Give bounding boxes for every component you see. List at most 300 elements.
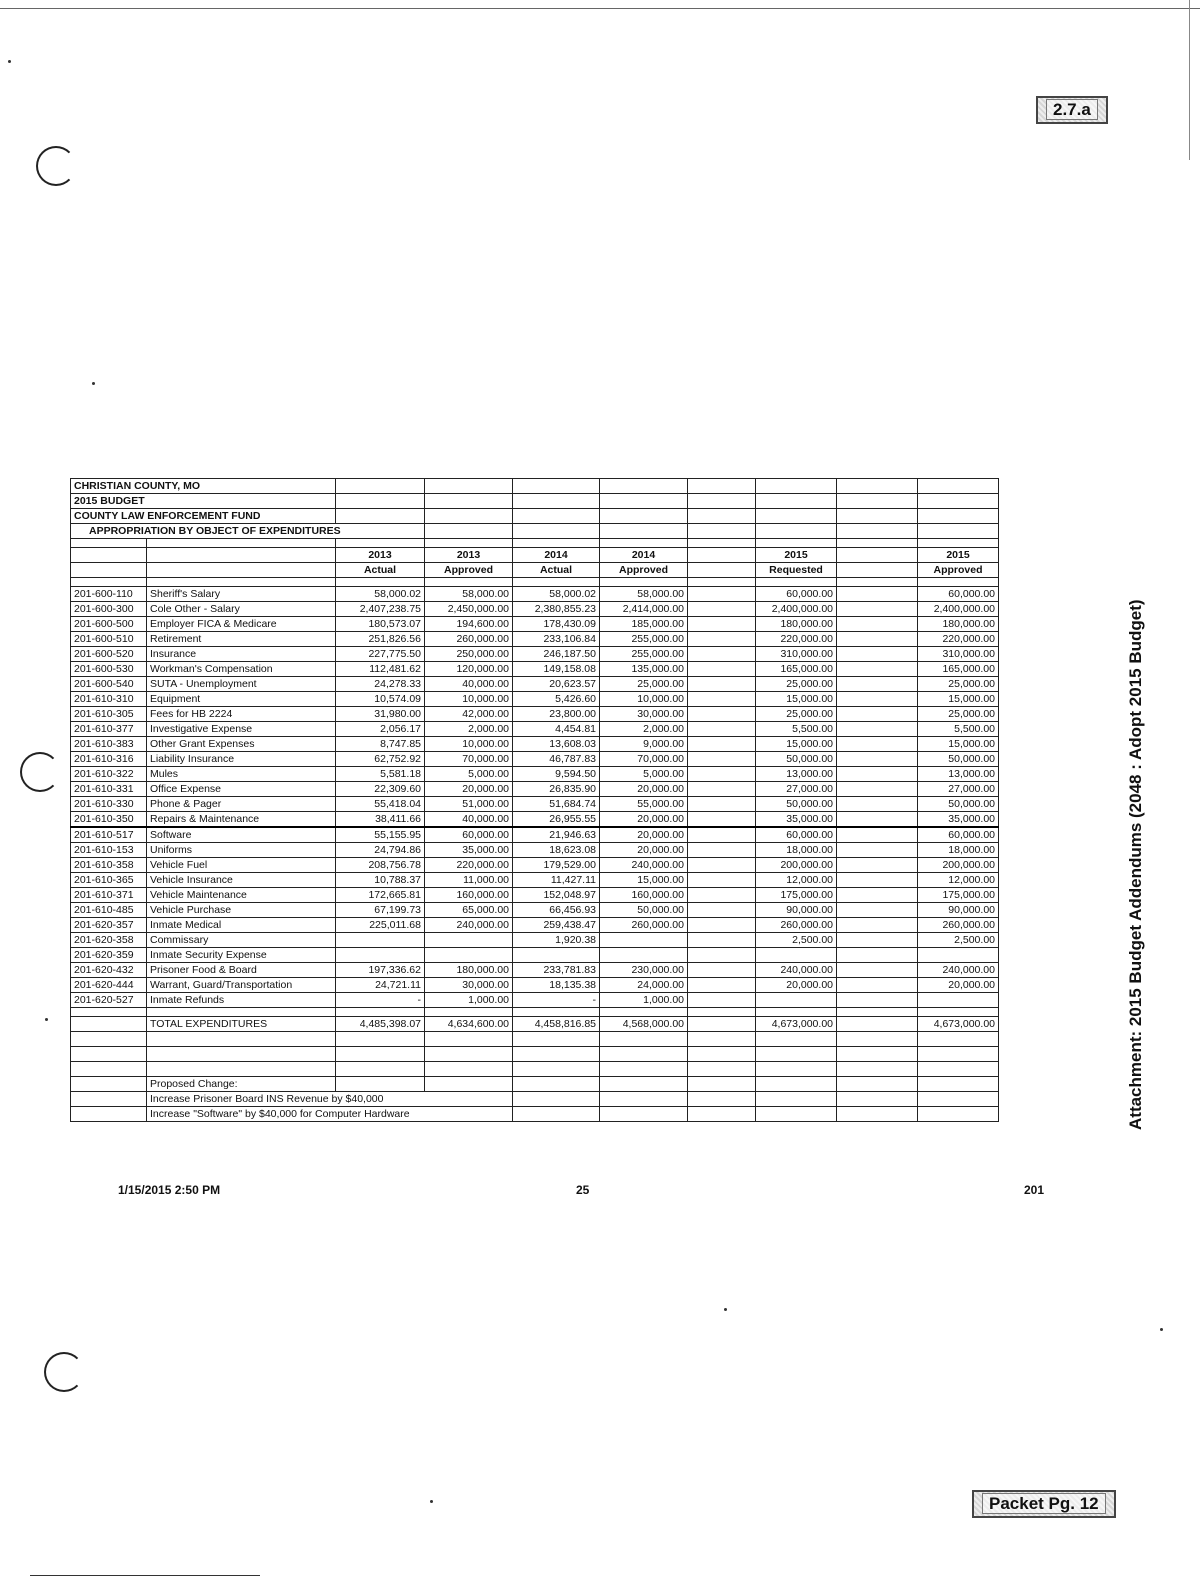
table-row bbox=[71, 662, 999, 677]
amount-2014-actual: 20,623.57 bbox=[513, 677, 600, 692]
account-code: 201-610-331 bbox=[71, 782, 147, 797]
amount-2013-approved: 70,000.00 bbox=[425, 752, 513, 767]
total-2014-actual: 4,458,816.85 bbox=[513, 1017, 600, 1032]
amount-2013-actual: 24,278.33 bbox=[336, 677, 425, 692]
amount-2013-approved: 42,000.00 bbox=[425, 707, 513, 722]
table-row bbox=[71, 692, 999, 707]
account-code: 201-620-357 bbox=[71, 918, 147, 933]
amount-2015-approved: 50,000.00 bbox=[918, 797, 999, 812]
table-row bbox=[71, 873, 999, 888]
table-row bbox=[71, 933, 999, 948]
amount-2014-approved: 9,000.00 bbox=[600, 737, 688, 752]
col-year-2013-actual: 2013 bbox=[336, 548, 425, 563]
amount-2015-approved: 12,000.00 bbox=[918, 873, 999, 888]
table-row bbox=[71, 737, 999, 752]
amount-2014-actual: - bbox=[513, 993, 600, 1008]
amount-2013-approved: 35,000.00 bbox=[425, 843, 513, 858]
amount-2015-approved bbox=[918, 993, 999, 1008]
account-code: 201-600-540 bbox=[71, 677, 147, 692]
table-row bbox=[71, 858, 999, 873]
amount-2015-approved: 2,500.00 bbox=[918, 933, 999, 948]
amount-2013-approved: 5,000.00 bbox=[425, 767, 513, 782]
account-description: Warrant, Guard/Transportation bbox=[147, 978, 336, 993]
amount-2015-requested: 5,500.00 bbox=[756, 722, 837, 737]
amount-2013-actual: 24,721.11 bbox=[336, 978, 425, 993]
amount-2015-requested: 2,500.00 bbox=[756, 933, 837, 948]
amount-2013-actual bbox=[336, 948, 425, 963]
amount-2013-actual: 8,747.85 bbox=[336, 737, 425, 752]
amount-2014-approved bbox=[600, 933, 688, 948]
account-code: 201-610-383 bbox=[71, 737, 147, 752]
account-code: 201-610-330 bbox=[71, 797, 147, 812]
account-code: 201-620-444 bbox=[71, 978, 147, 993]
amount-2014-approved: 50,000.00 bbox=[600, 903, 688, 918]
punch-hole-top bbox=[36, 146, 76, 186]
amount-2015-requested: 180,000.00 bbox=[756, 617, 837, 632]
amount-2014-actual: 13,608.03 bbox=[513, 737, 600, 752]
account-description: Software bbox=[147, 827, 336, 843]
amount-2013-actual: 24,794.86 bbox=[336, 843, 425, 858]
amount-2015-approved: 15,000.00 bbox=[918, 737, 999, 752]
amount-2014-actual: 5,426.60 bbox=[513, 692, 600, 707]
amount-2015-requested: 240,000.00 bbox=[756, 963, 837, 978]
amount-2015-requested: 90,000.00 bbox=[756, 903, 837, 918]
amount-2014-approved: 25,000.00 bbox=[600, 677, 688, 692]
table-row bbox=[71, 647, 999, 662]
amount-2015-requested: 50,000.00 bbox=[756, 797, 837, 812]
col-label-approved: Approved bbox=[425, 563, 513, 578]
amount-2015-requested: 12,000.00 bbox=[756, 873, 837, 888]
amount-2014-approved: 30,000.00 bbox=[600, 707, 688, 722]
scan-speck bbox=[8, 60, 11, 63]
amount-2013-approved: 194,600.00 bbox=[425, 617, 513, 632]
account-description: Inmate Security Expense bbox=[147, 948, 336, 963]
account-description: Uniforms bbox=[147, 843, 336, 858]
account-code: 201-620-358 bbox=[71, 933, 147, 948]
amount-2014-approved: 5,000.00 bbox=[600, 767, 688, 782]
table-row bbox=[71, 797, 999, 812]
amount-2015-requested: 260,000.00 bbox=[756, 918, 837, 933]
table-row bbox=[71, 722, 999, 737]
total-row bbox=[71, 1017, 999, 1032]
scan-speck bbox=[1160, 1328, 1163, 1331]
amount-2013-approved: 51,000.00 bbox=[425, 797, 513, 812]
amount-2014-actual: 26,955.55 bbox=[513, 812, 600, 828]
account-description: Mules bbox=[147, 767, 336, 782]
amount-2014-actual bbox=[513, 948, 600, 963]
punch-hole-bottom bbox=[44, 1352, 84, 1392]
amount-2014-approved: 2,000.00 bbox=[600, 722, 688, 737]
amount-2015-approved: 260,000.00 bbox=[918, 918, 999, 933]
amount-2015-approved: 50,000.00 bbox=[918, 752, 999, 767]
amount-2014-approved: 24,000.00 bbox=[600, 978, 688, 993]
proposed-change-heading: Proposed Change: bbox=[147, 1077, 336, 1092]
county-title: CHRISTIAN COUNTY, MO bbox=[71, 479, 336, 494]
amount-2015-approved: 13,000.00 bbox=[918, 767, 999, 782]
amount-2014-approved: 255,000.00 bbox=[600, 647, 688, 662]
account-description: SUTA - Unemployment bbox=[147, 677, 336, 692]
amount-2014-approved bbox=[600, 948, 688, 963]
account-description: Investigative Expense bbox=[147, 722, 336, 737]
amount-2013-approved: 60,000.00 bbox=[425, 827, 513, 843]
account-description: Retirement bbox=[147, 632, 336, 647]
amount-2014-actual: 179,529.00 bbox=[513, 858, 600, 873]
notes-heading-row bbox=[71, 1077, 999, 1092]
account-description: Inmate Refunds bbox=[147, 993, 336, 1008]
table-row bbox=[71, 632, 999, 647]
table-row bbox=[71, 948, 999, 963]
footer-fund-number: 201 bbox=[1024, 1183, 1045, 1197]
amount-2015-requested: 35,000.00 bbox=[756, 812, 837, 828]
account-code: 201-610-517 bbox=[71, 827, 147, 843]
amount-2015-approved: 2,400,000.00 bbox=[918, 602, 999, 617]
amount-2013-actual: 5,581.18 bbox=[336, 767, 425, 782]
table-row bbox=[71, 602, 999, 617]
amount-2015-requested bbox=[756, 948, 837, 963]
account-code: 201-610-365 bbox=[71, 873, 147, 888]
amount-2015-requested: 25,000.00 bbox=[756, 707, 837, 722]
col-year-2014-approved: 2014 bbox=[600, 548, 688, 563]
amount-2015-approved: 15,000.00 bbox=[918, 692, 999, 707]
account-description: Other Grant Expenses bbox=[147, 737, 336, 752]
amount-2013-approved: 220,000.00 bbox=[425, 858, 513, 873]
amount-2014-approved: 55,000.00 bbox=[600, 797, 688, 812]
amount-2014-approved: 15,000.00 bbox=[600, 873, 688, 888]
amount-2014-approved: 20,000.00 bbox=[600, 812, 688, 828]
amount-2013-approved: 40,000.00 bbox=[425, 812, 513, 828]
amount-2013-actual: - bbox=[336, 993, 425, 1008]
amount-2015-requested: 165,000.00 bbox=[756, 662, 837, 677]
header-row-section bbox=[71, 524, 999, 539]
scan-speck bbox=[724, 1308, 727, 1311]
total-2013-approved: 4,634,600.00 bbox=[425, 1017, 513, 1032]
amount-2015-requested: 175,000.00 bbox=[756, 888, 837, 903]
amount-2013-approved: 240,000.00 bbox=[425, 918, 513, 933]
account-description: Fees for HB 2224 bbox=[147, 707, 336, 722]
amount-2014-approved: 20,000.00 bbox=[600, 843, 688, 858]
amount-2014-actual: 246,187.50 bbox=[513, 647, 600, 662]
header-row-fund bbox=[71, 509, 999, 524]
account-description: Commissary bbox=[147, 933, 336, 948]
amount-2013-actual: 62,752.92 bbox=[336, 752, 425, 767]
table-row bbox=[71, 782, 999, 797]
amount-2015-requested: 13,000.00 bbox=[756, 767, 837, 782]
footer-page-number: 25 bbox=[576, 1183, 590, 1197]
col-year-2015-approved: 2015 bbox=[918, 548, 999, 563]
attachment-side-label: Attachment: 2015 Budget Addendums (2048 : Adopt 2015 Budget) bbox=[1126, 599, 1145, 1130]
amount-2013-approved: 160,000.00 bbox=[425, 888, 513, 903]
notes-line-2-row bbox=[71, 1107, 999, 1122]
amount-2015-approved bbox=[918, 948, 999, 963]
account-code: 201-610-350 bbox=[71, 812, 147, 828]
account-code: 201-600-510 bbox=[71, 632, 147, 647]
amount-2013-actual: 251,826.56 bbox=[336, 632, 425, 647]
account-code: 201-620-432 bbox=[71, 963, 147, 978]
amount-2013-approved: 65,000.00 bbox=[425, 903, 513, 918]
amount-2013-approved bbox=[425, 933, 513, 948]
col-year-2013-approved: 2013 bbox=[425, 548, 513, 563]
amount-2013-actual: 31,980.00 bbox=[336, 707, 425, 722]
amount-2014-approved: 255,000.00 bbox=[600, 632, 688, 647]
amount-2013-approved: 11,000.00 bbox=[425, 873, 513, 888]
amount-2013-approved: 260,000.00 bbox=[425, 632, 513, 647]
table-row bbox=[71, 812, 999, 828]
account-description: Repairs & Maintenance bbox=[147, 812, 336, 828]
table-row bbox=[71, 843, 999, 858]
amount-2014-actual: 149,158.08 bbox=[513, 662, 600, 677]
amount-2013-actual: 38,411.66 bbox=[336, 812, 425, 828]
amount-2015-approved: 20,000.00 bbox=[918, 978, 999, 993]
amount-2013-actual: 10,788.37 bbox=[336, 873, 425, 888]
amount-2013-actual: 197,336.62 bbox=[336, 963, 425, 978]
amount-2013-actual: 172,665.81 bbox=[336, 888, 425, 903]
table-row bbox=[71, 827, 999, 843]
total-2014-approved: 4,568,000.00 bbox=[600, 1017, 688, 1032]
amount-2013-actual: 67,199.73 bbox=[336, 903, 425, 918]
amount-2013-actual: 112,481.62 bbox=[336, 662, 425, 677]
account-code: 201-610-377 bbox=[71, 722, 147, 737]
amount-2013-approved: 1,000.00 bbox=[425, 993, 513, 1008]
account-description: Inmate Medical bbox=[147, 918, 336, 933]
amount-2013-approved: 40,000.00 bbox=[425, 677, 513, 692]
amount-2015-requested: 15,000.00 bbox=[756, 692, 837, 707]
account-code: 201-600-110 bbox=[71, 587, 147, 602]
amount-2015-requested bbox=[756, 993, 837, 1008]
amount-2015-approved: 25,000.00 bbox=[918, 677, 999, 692]
budget-title: 2015 BUDGET bbox=[71, 494, 336, 509]
amount-2014-approved: 160,000.00 bbox=[600, 888, 688, 903]
account-code: 201-620-527 bbox=[71, 993, 147, 1008]
account-description: Liability Insurance bbox=[147, 752, 336, 767]
table-row bbox=[71, 888, 999, 903]
account-description: Vehicle Fuel bbox=[147, 858, 336, 873]
account-code: 201-600-300 bbox=[71, 602, 147, 617]
amount-2013-actual: 2,407,238.75 bbox=[336, 602, 425, 617]
amount-2013-actual: 208,756.78 bbox=[336, 858, 425, 873]
amount-2013-approved: 20,000.00 bbox=[425, 782, 513, 797]
punch-hole-middle bbox=[20, 752, 60, 792]
amount-2015-requested: 15,000.00 bbox=[756, 737, 837, 752]
amount-2014-approved: 1,000.00 bbox=[600, 993, 688, 1008]
account-code: 201-600-500 bbox=[71, 617, 147, 632]
table-row bbox=[71, 978, 999, 993]
amount-2014-actual: 1,920.38 bbox=[513, 933, 600, 948]
amount-2013-approved: 180,000.00 bbox=[425, 963, 513, 978]
amount-2014-actual: 26,835.90 bbox=[513, 782, 600, 797]
total-label: TOTAL EXPENDITURES bbox=[147, 1017, 336, 1032]
amount-2015-requested: 25,000.00 bbox=[756, 677, 837, 692]
amount-2014-actual: 233,781.83 bbox=[513, 963, 600, 978]
amount-2015-approved: 18,000.00 bbox=[918, 843, 999, 858]
amount-2013-approved bbox=[425, 948, 513, 963]
amount-2013-approved: 58,000.00 bbox=[425, 587, 513, 602]
total-2013-actual: 4,485,398.07 bbox=[336, 1017, 425, 1032]
account-description: Phone & Pager bbox=[147, 797, 336, 812]
amount-2014-actual: 9,594.50 bbox=[513, 767, 600, 782]
amount-2014-approved: 20,000.00 bbox=[600, 827, 688, 843]
account-code: 201-610-358 bbox=[71, 858, 147, 873]
account-code: 201-610-485 bbox=[71, 903, 147, 918]
notes-line-1-row bbox=[71, 1092, 999, 1107]
account-description: Employer FICA & Medicare bbox=[147, 617, 336, 632]
budget-table bbox=[70, 478, 999, 1122]
scan-speck bbox=[45, 1018, 48, 1021]
col-label-actual: Actual bbox=[513, 563, 600, 578]
amount-2013-approved: 30,000.00 bbox=[425, 978, 513, 993]
amount-2014-approved: 135,000.00 bbox=[600, 662, 688, 677]
agenda-reference-label: 2.7.a bbox=[1046, 99, 1098, 120]
amount-2014-actual: 58,000.02 bbox=[513, 587, 600, 602]
amount-2014-approved: 240,000.00 bbox=[600, 858, 688, 873]
col-year-2014-actual: 2014 bbox=[513, 548, 600, 563]
amount-2014-actual: 66,456.93 bbox=[513, 903, 600, 918]
amount-2015-requested: 200,000.00 bbox=[756, 858, 837, 873]
amount-2015-approved: 200,000.00 bbox=[918, 858, 999, 873]
table-row bbox=[71, 903, 999, 918]
amount-2014-approved: 10,000.00 bbox=[600, 692, 688, 707]
account-description: Prisoner Food & Board bbox=[147, 963, 336, 978]
header-row-budget bbox=[71, 494, 999, 509]
account-code: 201-610-322 bbox=[71, 767, 147, 782]
amount-2014-actual: 51,684.74 bbox=[513, 797, 600, 812]
account-description: Vehicle Purchase bbox=[147, 903, 336, 918]
amount-2015-approved: 35,000.00 bbox=[918, 812, 999, 828]
account-description: Sheriff's Salary bbox=[147, 587, 336, 602]
amount-2014-approved: 260,000.00 bbox=[600, 918, 688, 933]
amount-2014-approved: 230,000.00 bbox=[600, 963, 688, 978]
account-code: 201-620-359 bbox=[71, 948, 147, 963]
amount-2015-requested: 60,000.00 bbox=[756, 587, 837, 602]
amount-2015-approved: 25,000.00 bbox=[918, 707, 999, 722]
scan-speck bbox=[430, 1500, 433, 1503]
amount-2015-requested: 2,400,000.00 bbox=[756, 602, 837, 617]
amount-2015-requested: 18,000.00 bbox=[756, 843, 837, 858]
amount-2013-approved: 250,000.00 bbox=[425, 647, 513, 662]
account-description: Vehicle Insurance bbox=[147, 873, 336, 888]
amount-2014-approved: 185,000.00 bbox=[600, 617, 688, 632]
amount-2013-actual: 180,573.07 bbox=[336, 617, 425, 632]
amount-2014-actual: 4,454.81 bbox=[513, 722, 600, 737]
account-code: 201-600-520 bbox=[71, 647, 147, 662]
account-description: Insurance bbox=[147, 647, 336, 662]
amount-2015-requested: 310,000.00 bbox=[756, 647, 837, 662]
section-title: APPROPRIATION BY OBJECT OF EXPENDITURES bbox=[71, 524, 425, 539]
packet-page-label: Packet Pg. 12 bbox=[982, 1493, 1106, 1514]
account-description: Workman's Compensation bbox=[147, 662, 336, 677]
amount-2014-actual: 259,438.47 bbox=[513, 918, 600, 933]
amount-2015-requested: 27,000.00 bbox=[756, 782, 837, 797]
amount-2013-approved: 2,000.00 bbox=[425, 722, 513, 737]
amount-2013-actual: 58,000.02 bbox=[336, 587, 425, 602]
table-row bbox=[71, 677, 999, 692]
amount-2015-requested: 220,000.00 bbox=[756, 632, 837, 647]
amount-2013-approved: 10,000.00 bbox=[425, 737, 513, 752]
amount-2015-requested: 50,000.00 bbox=[756, 752, 837, 767]
amount-2014-actual: 23,800.00 bbox=[513, 707, 600, 722]
amount-2014-actual: 2,380,855.23 bbox=[513, 602, 600, 617]
amount-2014-approved: 2,414,000.00 bbox=[600, 602, 688, 617]
amount-2015-approved: 310,000.00 bbox=[918, 647, 999, 662]
account-code: 201-610-153 bbox=[71, 843, 147, 858]
table-row bbox=[71, 617, 999, 632]
account-code: 201-610-305 bbox=[71, 707, 147, 722]
column-label-row bbox=[71, 563, 999, 578]
col-label-requested: Requested bbox=[756, 563, 837, 578]
col-label-actual: Actual bbox=[336, 563, 425, 578]
amount-2013-approved: 120,000.00 bbox=[425, 662, 513, 677]
amount-2013-actual: 55,155.95 bbox=[336, 827, 425, 843]
amount-2015-approved: 175,000.00 bbox=[918, 888, 999, 903]
table-row bbox=[71, 767, 999, 782]
amount-2015-approved: 180,000.00 bbox=[918, 617, 999, 632]
account-description: Vehicle Maintenance bbox=[147, 888, 336, 903]
table-row bbox=[71, 752, 999, 767]
amount-2014-approved: 58,000.00 bbox=[600, 587, 688, 602]
amount-2015-approved: 5,500.00 bbox=[918, 722, 999, 737]
table-row bbox=[71, 587, 999, 602]
header-row-county bbox=[71, 479, 999, 494]
amount-2013-approved: 2,450,000.00 bbox=[425, 602, 513, 617]
account-description: Equipment bbox=[147, 692, 336, 707]
amount-2013-actual: 55,418.04 bbox=[336, 797, 425, 812]
proposed-change-line-1: Increase Prisoner Board INS Revenue by $40,000 bbox=[147, 1092, 513, 1107]
amount-2015-approved: 27,000.00 bbox=[918, 782, 999, 797]
amount-2014-actual: 21,946.63 bbox=[513, 827, 600, 843]
amount-2015-requested: 20,000.00 bbox=[756, 978, 837, 993]
amount-2015-approved: 165,000.00 bbox=[918, 662, 999, 677]
table-row bbox=[71, 993, 999, 1008]
amount-2013-actual: 225,011.68 bbox=[336, 918, 425, 933]
col-label-approved: Approved bbox=[600, 563, 688, 578]
amount-2014-actual: 18,623.08 bbox=[513, 843, 600, 858]
agenda-reference-stamp bbox=[1036, 96, 1108, 124]
amount-2014-actual: 178,430.09 bbox=[513, 617, 600, 632]
amount-2013-actual: 2,056.17 bbox=[336, 722, 425, 737]
amount-2014-approved: 70,000.00 bbox=[600, 752, 688, 767]
account-code: 201-610-371 bbox=[71, 888, 147, 903]
amount-2013-actual: 22,309.60 bbox=[336, 782, 425, 797]
account-description: Office Expense bbox=[147, 782, 336, 797]
total-2015-approved: 4,673,000.00 bbox=[918, 1017, 999, 1032]
amount-2014-actual: 46,787.83 bbox=[513, 752, 600, 767]
col-label-approved: Approved bbox=[918, 563, 999, 578]
amount-2014-actual: 233,106.84 bbox=[513, 632, 600, 647]
amount-2013-actual: 227,775.50 bbox=[336, 647, 425, 662]
footer-timestamp: 1/15/2015 2:50 PM bbox=[118, 1183, 221, 1197]
table-row bbox=[71, 963, 999, 978]
packet-page-stamp bbox=[972, 1490, 1116, 1518]
amount-2015-requested: 60,000.00 bbox=[756, 827, 837, 843]
amount-2014-actual: 18,135.38 bbox=[513, 978, 600, 993]
amount-2014-actual: 11,427.11 bbox=[513, 873, 600, 888]
col-year-2015-requested: 2015 bbox=[756, 548, 837, 563]
column-year-row bbox=[71, 548, 999, 563]
amount-2015-approved: 240,000.00 bbox=[918, 963, 999, 978]
page-top-edge bbox=[0, 8, 1200, 9]
amount-2014-approved: 20,000.00 bbox=[600, 782, 688, 797]
table-row bbox=[71, 918, 999, 933]
amount-2013-actual bbox=[336, 933, 425, 948]
account-code: 201-600-530 bbox=[71, 662, 147, 677]
table-row bbox=[71, 707, 999, 722]
amount-2013-approved: 10,000.00 bbox=[425, 692, 513, 707]
amount-2014-actual: 152,048.97 bbox=[513, 888, 600, 903]
account-code: 201-610-316 bbox=[71, 752, 147, 767]
account-code: 201-610-310 bbox=[71, 692, 147, 707]
proposed-change-line-2: Increase "Software" by $40,000 for Computer Hardware bbox=[147, 1107, 513, 1122]
amount-2015-approved: 60,000.00 bbox=[918, 827, 999, 843]
page-right-edge bbox=[1189, 0, 1190, 160]
